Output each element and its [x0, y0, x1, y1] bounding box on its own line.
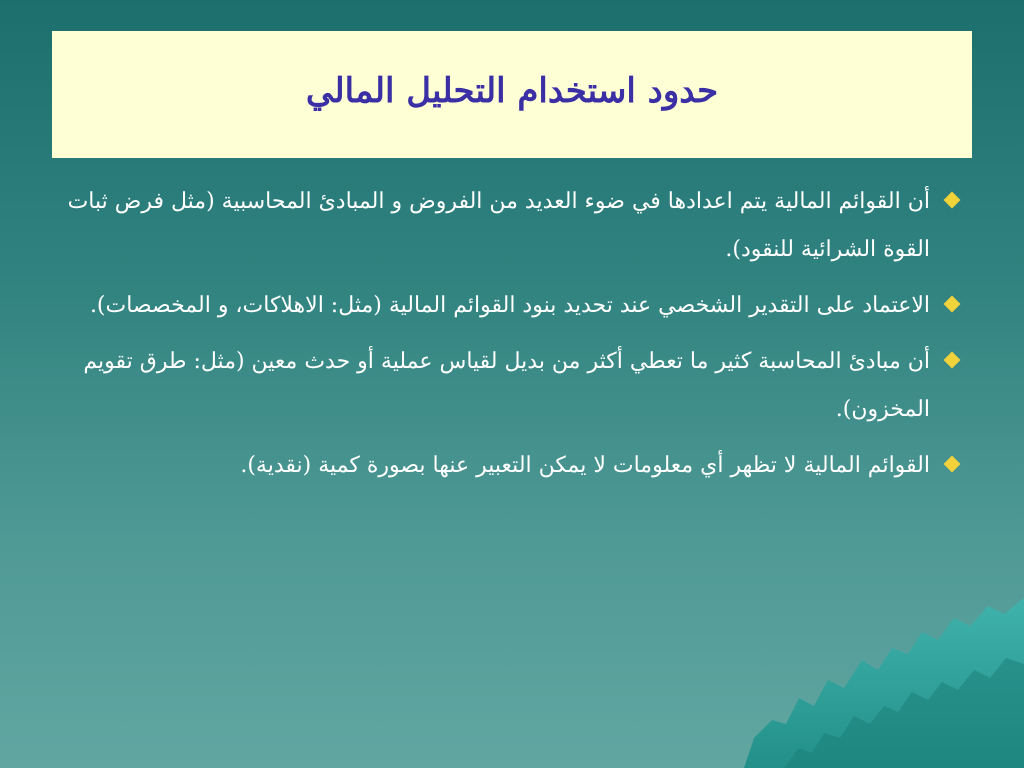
bullet-text: الاعتماد على التقدير الشخصي عند تحديد بنود القوائم المالية (مثل: الاهلاكات، و المخصصات).: [89, 293, 930, 318]
diamond-bullet-icon: [944, 296, 961, 313]
title-box: [52, 31, 972, 158]
bullet-item: [60, 338, 960, 434]
diamond-bullet-icon: [944, 352, 961, 369]
bullet-item: [60, 442, 960, 490]
bullet-text: القوائم المالية لا تظهر أي معلومات لا يمكن التعبير عنها بصورة كمية (نقدية).: [240, 453, 930, 478]
diamond-bullet-icon: [944, 192, 961, 209]
bullet-item: [60, 178, 960, 274]
bullet-list: [60, 178, 960, 498]
diamond-bullet-icon: [944, 456, 961, 473]
bullet-text: أن القوائم المالية يتم اعدادها في ضوء العديد من الفروض و المبادئ المحاسبية (مثل فرض ثبات القوة الشرائية للنقود).: [67, 189, 930, 262]
slide-title: حدود استخدام التحليل المالي: [305, 70, 719, 111]
decorative-mountain-graphic: [744, 588, 1024, 768]
bullet-item: [60, 282, 960, 330]
bullet-text: أن مبادئ المحاسبة كثير ما تعطي أكثر من بديل لقياس عملية أو حدث معين (مثل: طرق تقويم المخزون).: [83, 349, 930, 422]
